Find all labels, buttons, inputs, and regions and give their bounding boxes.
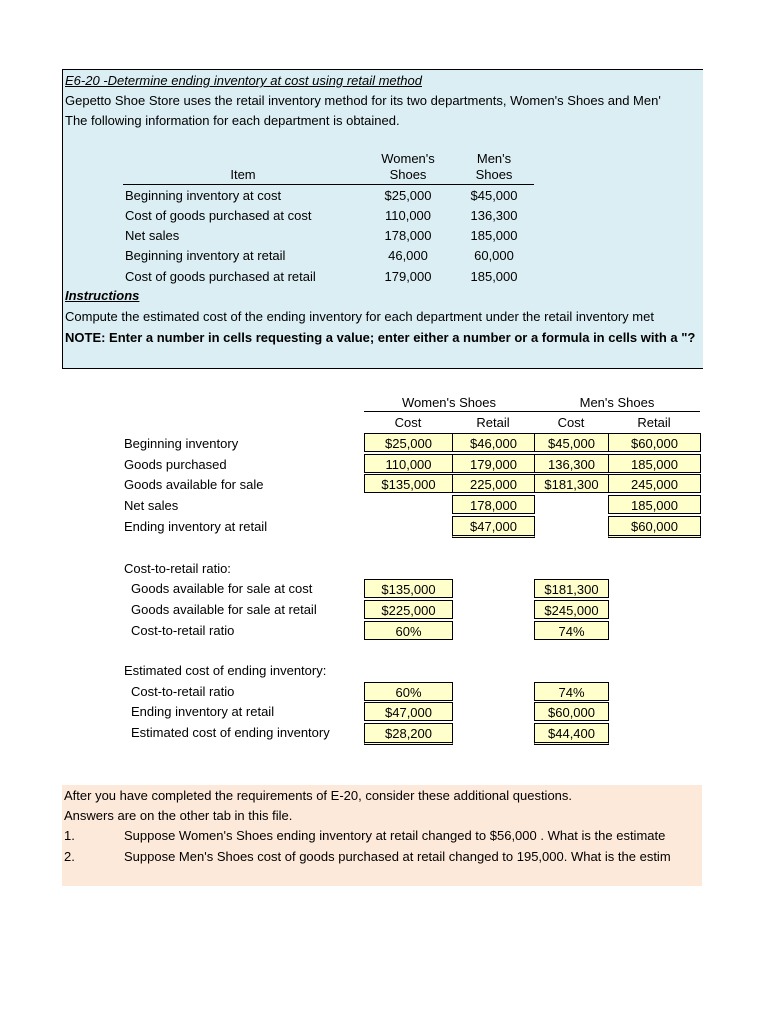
input-cell[interactable]: 74% <box>534 621 609 640</box>
input-cell[interactable]: $46,000 <box>452 433 535 452</box>
given-item: Beginning inventory at cost <box>125 188 282 203</box>
given-women: 46,000 <box>388 248 428 263</box>
given-women: 178,000 <box>384 228 432 243</box>
table-header-women-a: Women's <box>381 151 435 166</box>
additional-questions-panel <box>62 785 702 886</box>
given-women: 110,000 <box>384 208 432 223</box>
input-cell[interactable]: 136,300 <box>534 454 609 473</box>
estimate-label-ratio: Cost-to-retail ratio <box>131 684 235 699</box>
input-cell[interactable]: 225,000 <box>452 474 535 493</box>
input-cell[interactable]: 178,000 <box>452 495 535 514</box>
row-label-goods-available: Goods available for sale <box>124 477 264 492</box>
men-retail-label: Retail <box>637 415 671 430</box>
table-header-women-b: Shoes <box>389 167 427 182</box>
estimate-label-estimated-cost: Estimated cost of ending inventory <box>131 725 330 740</box>
given-item: Beginning inventory at retail <box>125 248 286 263</box>
input-cell[interactable]: $60,000 <box>608 433 701 452</box>
women-shoes-header: Women's Shoes <box>401 395 496 410</box>
instructions-header: Instructions <box>65 288 140 303</box>
table-header-men-a: Men's <box>476 151 512 166</box>
given-men: 136,300 <box>470 208 518 223</box>
question-number: 2. <box>64 849 75 864</box>
input-cell[interactable]: 60% <box>364 621 453 640</box>
estimate-section-header: Estimated cost of ending inventory: <box>124 663 327 678</box>
given-women: $25,000 <box>384 188 432 203</box>
women-retail-label: Retail <box>476 415 510 430</box>
question-number: 1. <box>64 828 75 843</box>
input-cell[interactable]: $47,000 <box>364 702 453 721</box>
problem-intro-line2: The following information for each department is obtained. <box>65 113 400 128</box>
question-text: Suppose Men's Shoes cost of goods purchased at retail changed to 195,000. What is the estim <box>124 849 671 864</box>
given-item: Cost of goods purchased at retail <box>125 269 316 284</box>
given-women: 179,000 <box>384 269 432 284</box>
ratio-label-goods-cost: Goods available for sale at cost <box>131 581 313 596</box>
input-cell[interactable]: 185,000 <box>608 454 701 473</box>
question-text: Suppose Women's Shoes ending inventory at retail changed to $56,000 . What is the estimate <box>124 828 666 843</box>
input-cell[interactable]: $44,400 <box>534 723 609 745</box>
row-label-beginning-inventory: Beginning inventory <box>124 436 239 451</box>
table-header-item: Item <box>230 167 256 182</box>
additional-line2: Answers are on the other tab in this file. <box>64 808 293 823</box>
given-men: 185,000 <box>470 228 518 243</box>
input-cell[interactable]: $28,200 <box>364 723 453 745</box>
input-cell[interactable]: $135,000 <box>364 474 453 493</box>
table-header-rule <box>123 184 534 185</box>
input-cell[interactable]: $60,000 <box>608 516 701 538</box>
input-cell[interactable]: 179,000 <box>452 454 535 473</box>
ratio-label-ratio: Cost-to-retail ratio <box>131 623 235 638</box>
given-men: 60,000 <box>474 248 514 263</box>
input-cell[interactable]: $181,300 <box>534 579 609 598</box>
row-label-ending-inventory-retail: Ending inventory at retail <box>124 519 268 534</box>
given-men: 185,000 <box>470 269 518 284</box>
input-cell[interactable]: $25,000 <box>364 433 453 452</box>
row-label-goods-purchased: Goods purchased <box>124 457 227 472</box>
solution-header-rule <box>364 411 700 412</box>
input-cell[interactable]: $245,000 <box>534 600 609 619</box>
table-header-men-b: Shoes <box>475 167 513 182</box>
given-men: $45,000 <box>470 188 518 203</box>
input-cell[interactable]: $47,000 <box>452 516 535 538</box>
additional-line1: After you have completed the requirements of E-20, consider these additional questions. <box>64 788 573 803</box>
input-cell[interactable]: $181,300 <box>534 474 609 493</box>
ratio-section-header: Cost-to-retail ratio: <box>124 561 231 576</box>
women-cost-label: Cost <box>394 415 422 430</box>
instructions-note: NOTE: Enter a number in cells requesting a value; enter either a number or a formula in cells with a "? <box>65 330 696 345</box>
ratio-label-goods-retail: Goods available for sale at retail <box>131 602 317 617</box>
input-cell[interactable]: 110,000 <box>364 454 453 473</box>
row-label-net-sales: Net sales <box>124 498 179 513</box>
input-cell[interactable]: 74% <box>534 682 609 701</box>
problem-panel <box>62 69 703 369</box>
input-cell[interactable]: $225,000 <box>364 600 453 619</box>
input-cell[interactable]: $60,000 <box>534 702 609 721</box>
problem-intro-line1: Gepetto Shoe Store uses the retail inventory method for its two departments, Women's Shoes and Men' <box>65 93 661 108</box>
problem-title: E6-20 -Determine ending inventory at cost using retail method <box>65 73 422 88</box>
input-cell[interactable]: 60% <box>364 682 453 701</box>
input-cell[interactable]: $135,000 <box>364 579 453 598</box>
instructions-text: Compute the estimated cost of the ending inventory for each department under the retail inventory met <box>65 309 654 324</box>
input-cell[interactable]: $45,000 <box>534 433 609 452</box>
estimate-label-ending-retail: Ending inventory at retail <box>131 704 275 719</box>
men-shoes-header: Men's Shoes <box>579 395 655 410</box>
men-cost-label: Cost <box>557 415 585 430</box>
given-item: Net sales <box>125 228 180 243</box>
input-cell[interactable]: 185,000 <box>608 495 701 514</box>
given-item: Cost of goods purchased at cost <box>125 208 312 223</box>
input-cell[interactable]: 245,000 <box>608 474 701 493</box>
